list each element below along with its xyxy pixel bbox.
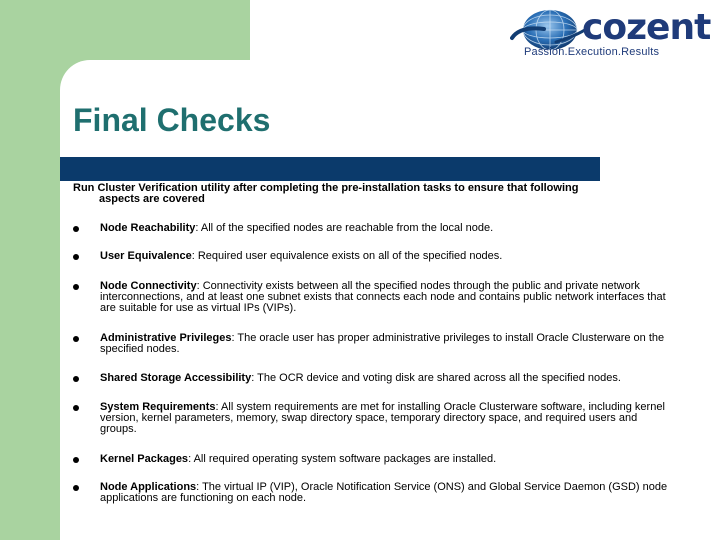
check-term: Administrative Privileges [100,332,232,344]
check-description: : Connectivity exists between all the specified nodes through the public and private network interconnections, and at least one subnet exists that connects each node and contains public network interfaces that are suitable for use as virtual IPs (VIPs). [100,280,666,314]
title-underline-bar [60,157,600,181]
list-item-system-requirements [73,402,673,435]
check-description: : Required user equivalence exists on all of the specified nodes. [191,250,503,262]
cozent-logo [510,8,710,60]
list-item-node-reachability [73,223,673,234]
bullet-icon [73,457,79,463]
bullet-icon [73,405,79,411]
list-item-kernel-packages [73,454,673,465]
page-title: Final Checks [73,102,271,138]
check-description: : The virtual IP (VIP), Oracle Notification Service (ONS) and Global Service Daemon (GSD) node applications are functioning on each node. [100,481,668,504]
check-term: Kernel Packages [100,453,189,465]
check-term: User Equivalence [100,250,192,262]
check-term: Shared Storage Accessibility [100,372,252,384]
check-description: : The oracle user has proper administrative privileges to install Oracle Clusterware on the specified nodes. [100,332,665,355]
check-description: : All required operating system software packages are installed. [188,453,497,465]
list-item-user-equivalence [73,251,673,262]
check-term: Node Connectivity [100,280,197,292]
bullet-icon [73,336,79,342]
bullet-icon [73,226,79,232]
bullet-icon [73,284,79,290]
check-description: : The OCR device and voting disk are shared across all the specified nodes. [251,372,621,384]
logo-tagline: Passion.Execution.Results [524,46,660,58]
intro-line-2: aspects are covered [99,193,205,205]
list-item-node-connectivity [73,281,673,314]
check-description: : All of the specified nodes are reachable from the local node. [195,222,494,234]
check-term: Node Applications [100,481,197,493]
bullet-icon [73,254,79,260]
list-item-administrative-privileges [73,333,673,355]
logo-brand-text: cozent [582,7,711,48]
intro-text [73,183,673,205]
check-term: System Requirements [100,401,216,413]
check-term: Node Reachability [100,222,196,234]
list-item-shared-storage [73,373,673,384]
bullet-icon [73,376,79,382]
intro-line-1: Run Cluster Verification utility after completing the pre-installation tasks to ensure that following [73,182,579,194]
bullet-icon [73,485,79,491]
check-description: : All system requirements are met for installing Oracle Clusterware software, including kernel version, kernel parameters, memory, swap directory space, temporary directory space, and required users and groups. [100,401,665,435]
list-item-node-applications [73,482,673,504]
